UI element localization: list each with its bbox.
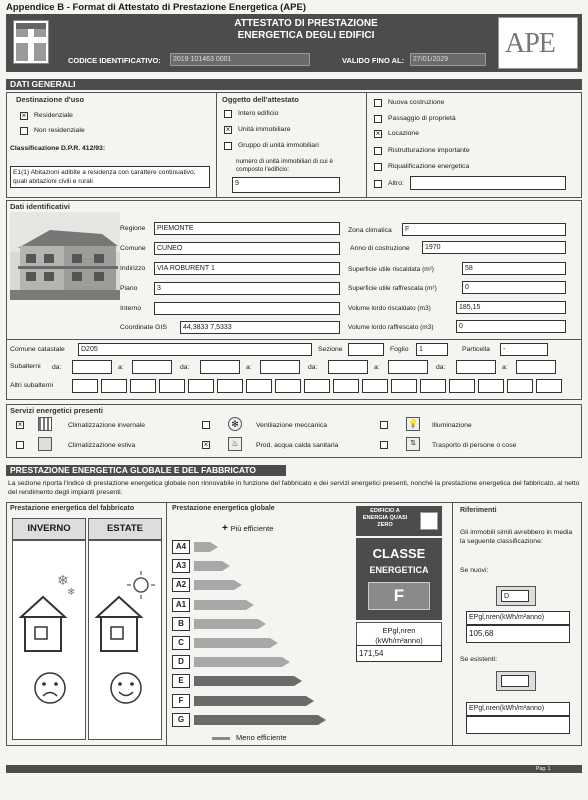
energy-class-label: D xyxy=(172,655,190,669)
acqua-calda-label: Prod. acqua calda sanitaria xyxy=(256,442,339,449)
particella-label: Particella xyxy=(462,346,490,353)
foglio-label: Foglio xyxy=(390,346,409,353)
illuminazione-label: Illuminazione xyxy=(432,422,472,429)
energy-class-bar xyxy=(194,638,270,648)
unita-immobiliare-label: Unità immobiliare xyxy=(238,126,291,133)
main-title-line2: ENERGETICA DEGLI EDIFICI xyxy=(237,30,375,41)
subalterni-a-field[interactable] xyxy=(260,360,300,374)
subalterni-da-field[interactable] xyxy=(72,360,112,374)
globale-title: Prestazione energetica globale xyxy=(172,505,275,512)
nuova-costruzione-label: Nuova costruzione xyxy=(388,99,445,106)
nzeb-badge xyxy=(356,506,442,536)
energy-class-arrow-tip xyxy=(306,696,314,706)
nuovi-ep-label: EPgl,nren(kWh/m²anno) xyxy=(466,611,570,625)
altri-subalterni-field[interactable] xyxy=(72,379,98,393)
altri-subalterni-field[interactable] xyxy=(246,379,272,393)
subalterni-da-label: da: xyxy=(308,364,318,371)
interno-label: Interno xyxy=(120,305,142,312)
energy-class-arrow-tip xyxy=(294,676,302,686)
section-dati-generali xyxy=(6,79,582,90)
ep-label-1: EPgl,nren xyxy=(382,626,416,635)
se-nuovi-label: Se nuovi: xyxy=(460,567,489,574)
piu-efficiente xyxy=(222,523,273,534)
energy-class-label: E xyxy=(172,674,190,688)
esistenti-ep-value xyxy=(466,716,570,734)
classe-label-2: ENERGETICA xyxy=(369,565,429,575)
subalterni-a-label: a: xyxy=(246,364,252,371)
energy-class-bar xyxy=(194,657,282,667)
altri-subalterni-field[interactable] xyxy=(304,379,330,393)
nuovi-class-arrow xyxy=(496,586,536,606)
trasporto-label: Trasporto di persone o cose xyxy=(432,442,517,449)
meno-efficiente-label: Meno efficiente xyxy=(236,733,287,742)
interno-value xyxy=(154,302,340,315)
sezione-value xyxy=(348,343,384,356)
subalterni-a-label: a: xyxy=(374,364,380,371)
energy-class-label: F xyxy=(172,694,190,708)
acqua-calda-checkbox[interactable]: × xyxy=(203,440,209,449)
subalterni-da-field[interactable] xyxy=(456,360,496,374)
zona-value: F xyxy=(402,223,566,236)
riferimenti-title: Riferimenti xyxy=(460,507,497,514)
anno-value: 1970 xyxy=(422,241,566,254)
elevator-icon: ⇅ xyxy=(406,437,420,451)
illuminazione-checkbox[interactable] xyxy=(380,421,388,429)
subalterni-label: Subalterni xyxy=(10,363,41,370)
subalterni-da-label: da: xyxy=(52,364,62,371)
riqualificazione-label: Riqualificazione energetica xyxy=(388,163,470,170)
vol-risc-label: Volume lordo riscaldato (m3) xyxy=(348,305,431,312)
esistenti-class-value xyxy=(501,675,529,687)
divider-1 xyxy=(216,93,217,197)
altri-subalterni-field[interactable] xyxy=(391,379,417,393)
energy-class-arrow-tip xyxy=(222,561,230,571)
sezione-label: Sezione xyxy=(318,346,343,353)
ape-logo-text: APE xyxy=(505,28,555,59)
code-value: 2019 101463 0001 xyxy=(170,53,310,66)
gruppo-unita-checkbox[interactable] xyxy=(224,142,232,150)
numero-unita-label: numero di unità immobiliari di cui è composto l'edificio: xyxy=(236,158,333,173)
ventilazione-label: Ventilazione meccanica xyxy=(256,422,328,429)
winter-house-icon xyxy=(13,565,85,675)
altri-subalterni-field[interactable] xyxy=(507,379,533,393)
classe-box xyxy=(356,538,442,620)
hot-water-icon: ♨ xyxy=(228,437,242,451)
energy-class-arrow-tip xyxy=(234,580,242,590)
energy-class-label: G xyxy=(172,713,190,727)
comune-catastale-value: D205 xyxy=(78,343,312,356)
energy-class-arrow-tip xyxy=(270,638,278,648)
main-title-line1: ATTESTATO DI PRESTAZIONE xyxy=(234,18,378,29)
altri-subalterni-field[interactable] xyxy=(362,379,388,393)
subalterni-a-field[interactable] xyxy=(132,360,172,374)
classificazione-label: Classificazione D.P.R. 412/93: xyxy=(10,145,106,152)
inverno-label: INVERNO xyxy=(27,523,71,534)
altri-subalterni-field[interactable] xyxy=(130,379,156,393)
altri-subalterni-field[interactable] xyxy=(420,379,446,393)
energy-class-bar xyxy=(194,600,246,610)
residenziale-label: Residenziale xyxy=(34,112,73,119)
inverno-panel xyxy=(12,540,86,740)
energy-class-label: A2 xyxy=(172,578,190,592)
servizi-title: Servizi energetici presenti xyxy=(10,406,103,415)
summer-house-icon xyxy=(89,565,161,675)
sup-risc-value: 58 xyxy=(462,262,566,275)
residenziale-checkbox[interactable]: × xyxy=(21,111,27,120)
subalterni-a-label: a: xyxy=(502,364,508,371)
divider-fabbricato xyxy=(166,503,167,745)
se-esistenti-label: Se esistenti: xyxy=(460,656,498,663)
altro-field[interactable] xyxy=(410,176,566,190)
energy-class-arrow-tip xyxy=(258,619,266,629)
estate-header xyxy=(88,518,162,540)
fabbricato-title: Prestazione energetica del fabbricato xyxy=(10,505,135,512)
regione-value: PIEMONTE xyxy=(154,222,340,235)
valid-label: VALIDO FINO AL: xyxy=(342,56,405,65)
estate-panel xyxy=(88,540,162,740)
ventilazione-checkbox[interactable] xyxy=(202,421,210,429)
trasporto-checkbox[interactable] xyxy=(380,441,388,449)
divider-riferimenti xyxy=(452,503,453,745)
valid-value: 27/01/2029 xyxy=(410,53,486,66)
anno-label: Anno di costruzione xyxy=(350,245,410,252)
altri-subalterni-field[interactable] xyxy=(478,379,504,393)
piano-label: Piano xyxy=(120,285,138,292)
main-title xyxy=(206,18,406,42)
subalterni-da-field[interactable] xyxy=(200,360,240,374)
riferimenti-text: Gli immobili simili avrebbero in media la seguente classificazione: xyxy=(460,529,573,545)
clima-est-checkbox[interactable] xyxy=(16,441,24,449)
energy-class-arrow-tip xyxy=(318,715,326,725)
subalterni-da-label: da: xyxy=(436,364,446,371)
section-prestazione xyxy=(6,465,286,476)
minus-icon xyxy=(212,737,230,740)
energy-class-bar xyxy=(194,580,234,590)
divider-2 xyxy=(366,93,367,197)
inverno-header xyxy=(12,518,86,540)
radiator-icon xyxy=(38,417,52,431)
nzeb-label: EDIFICIO A ENERGIA QUASI ZERO xyxy=(362,508,408,528)
passaggio-proprieta-label: Passaggio di proprietà xyxy=(388,115,456,122)
altri-subalterni-field[interactable] xyxy=(536,379,562,393)
altri-subalterni-field[interactable] xyxy=(159,379,185,393)
building-photo xyxy=(10,212,120,300)
gis-label: Coordinate GIS xyxy=(120,324,167,331)
lightbulb-icon: 💡 xyxy=(406,417,420,431)
section-dati-generali-title: DATI GENERALI xyxy=(10,79,76,89)
catasto-divider xyxy=(6,339,582,340)
indirizzo-value: VIA ROBURENT 1 xyxy=(154,262,340,275)
gruppo-unita-label: Gruppo di unità immobiliari xyxy=(238,142,319,149)
summer-happy-face-icon xyxy=(109,671,143,705)
altri-subalterni-field[interactable] xyxy=(101,379,127,393)
altri-subalterni-field[interactable] xyxy=(449,379,475,393)
energy-class-bar xyxy=(194,696,306,706)
plus-icon: + xyxy=(222,523,231,534)
piano-value: 3 xyxy=(154,282,340,295)
ristrutturazione-label: Ristrutturazione importante xyxy=(388,147,470,154)
locazione-label: Locazione xyxy=(388,130,419,137)
section-prestazione-title: PRESTAZIONE ENERGETICA GLOBALE E DEL FABBRICATO xyxy=(10,465,257,475)
energy-class-bar xyxy=(194,542,210,552)
nuovi-class-value: D xyxy=(501,590,529,602)
estate-label: ESTATE xyxy=(106,523,144,534)
ristrutturazione-checkbox[interactable] xyxy=(374,147,382,155)
energy-class-arrow-tip xyxy=(282,657,290,667)
svg-text:❄: ❄ xyxy=(67,587,76,598)
energy-class-bar xyxy=(194,619,258,629)
meno-efficiente xyxy=(212,733,287,742)
energy-class-label: C xyxy=(172,636,190,650)
riqualificazione-checkbox[interactable] xyxy=(374,163,382,171)
ep-label-2: (kWh/m²anno) xyxy=(375,636,423,645)
piu-efficiente-label: Più efficiente xyxy=(230,524,274,533)
prestazione-intro: La sezione riporta l'indice di prestazione energetica globale non rinnovabile in funzione del fabbricato e dei servizi energetici presenti, nonché la prestazione energetica del fabbricato, al netto del rendimento degli impianti presenti. xyxy=(8,480,580,496)
nzeb-checkbox[interactable] xyxy=(420,512,438,530)
comune-value: CUNEO xyxy=(154,242,340,255)
esistenti-class-arrow xyxy=(496,671,536,691)
intero-edificio-label: Intero edificio xyxy=(238,110,279,117)
footer-bar xyxy=(6,765,582,773)
energy-class-bar xyxy=(194,561,222,571)
fan-icon: ✻ xyxy=(228,417,242,431)
subalterni-a-field[interactable] xyxy=(388,360,428,374)
region-crest-icon xyxy=(13,20,49,64)
intero-edificio-checkbox[interactable] xyxy=(224,110,232,118)
subalterni-a-field[interactable] xyxy=(516,360,556,374)
comune-label: Comune xyxy=(120,245,146,252)
altri-subalterni-field[interactable] xyxy=(217,379,243,393)
clima-inv-checkbox[interactable]: × xyxy=(17,420,23,429)
vol-raff-value: 0 xyxy=(456,320,566,333)
sup-raff-label: Superficie utile raffrescata (m²) xyxy=(348,285,437,292)
gis-value: 44,3833 7,5333 xyxy=(180,321,340,334)
altri-subalterni-label: Altri subalterni xyxy=(10,382,54,389)
energy-class-label: A3 xyxy=(172,559,190,573)
altri-subalterni-field[interactable] xyxy=(333,379,359,393)
classe-label-1: CLASSE xyxy=(372,546,426,561)
non-residenziale-label: Non residenziale xyxy=(34,127,85,134)
classe-value-box xyxy=(368,582,430,610)
locazione-checkbox[interactable]: × xyxy=(375,129,381,138)
altro-label: Altro: xyxy=(388,180,404,187)
sup-risc-label: Superficie utile riscaldata (m²) xyxy=(348,266,434,273)
clima-inv-label: Climatizzazione invernale xyxy=(68,422,146,429)
altro-checkbox[interactable] xyxy=(374,180,382,188)
ep-value: 171,54 xyxy=(356,645,442,662)
energy-class-bar xyxy=(194,715,318,725)
numero-unita-value: 9 xyxy=(232,177,340,193)
clima-est-label: Climatizzazione estiva xyxy=(68,442,136,449)
subalterni-da-label: da: xyxy=(180,364,190,371)
nuovi-ep-value: 105,68 xyxy=(466,625,570,643)
particella-value: - xyxy=(500,343,548,356)
energy-class-label: A1 xyxy=(172,598,190,612)
altri-subalterni-field[interactable] xyxy=(275,379,301,393)
passaggio-proprieta-checkbox[interactable] xyxy=(374,115,382,123)
air-conditioner-icon xyxy=(38,437,52,451)
dati-identificativi-title: Dati identificativi xyxy=(10,202,71,211)
subalterni-a-label: a: xyxy=(118,364,124,371)
sup-raff-value: 0 xyxy=(462,281,566,294)
foglio-value: 1 xyxy=(416,343,448,356)
regione-label: Regione xyxy=(120,225,146,232)
energy-class-bar xyxy=(194,676,294,686)
code-label: CODICE IDENTIFICATIVO: xyxy=(68,56,161,65)
destinazione-title: Destinazione d'uso xyxy=(16,95,85,104)
energy-class-label: A4 xyxy=(172,540,190,554)
classe-value: F xyxy=(393,586,405,605)
nuova-costruzione-checkbox[interactable] xyxy=(374,99,382,107)
comune-catastale-label: Comune catastale xyxy=(10,346,65,353)
unita-immobiliare-checkbox[interactable]: × xyxy=(225,125,231,134)
subalterni-da-field[interactable] xyxy=(328,360,368,374)
vol-raff-label: Volume lordo raffrescato (m3) xyxy=(348,324,434,331)
vol-risc-value: 185,15 xyxy=(456,301,566,314)
energy-class-label: B xyxy=(172,617,190,631)
ape-logo xyxy=(498,17,578,69)
winter-sad-face-icon xyxy=(33,671,67,705)
page-number: Pag. 1 xyxy=(536,766,551,772)
zona-label: Zona climatica xyxy=(348,227,392,234)
altri-subalterni-field[interactable] xyxy=(188,379,214,393)
indirizzo-label: Indirizzo xyxy=(120,265,146,272)
non-residenziale-checkbox[interactable] xyxy=(20,127,28,135)
esistenti-ep-label: EPgl,nren(kWh/m²anno) xyxy=(466,702,570,716)
svg-text:❄: ❄ xyxy=(57,572,69,588)
energy-class-arrow-tip xyxy=(210,542,218,552)
energy-class-arrow-tip xyxy=(246,600,254,610)
document-title: Appendice B - Format di Attestato di Prestazione Energetica (APE) xyxy=(6,2,307,13)
classificazione-value: E1(1) Abitazioni adibite a residenza con carattere continuativo, quali abitazioni civili e rurali xyxy=(10,166,210,188)
oggetto-title: Oggetto dell'attestato xyxy=(222,95,299,104)
